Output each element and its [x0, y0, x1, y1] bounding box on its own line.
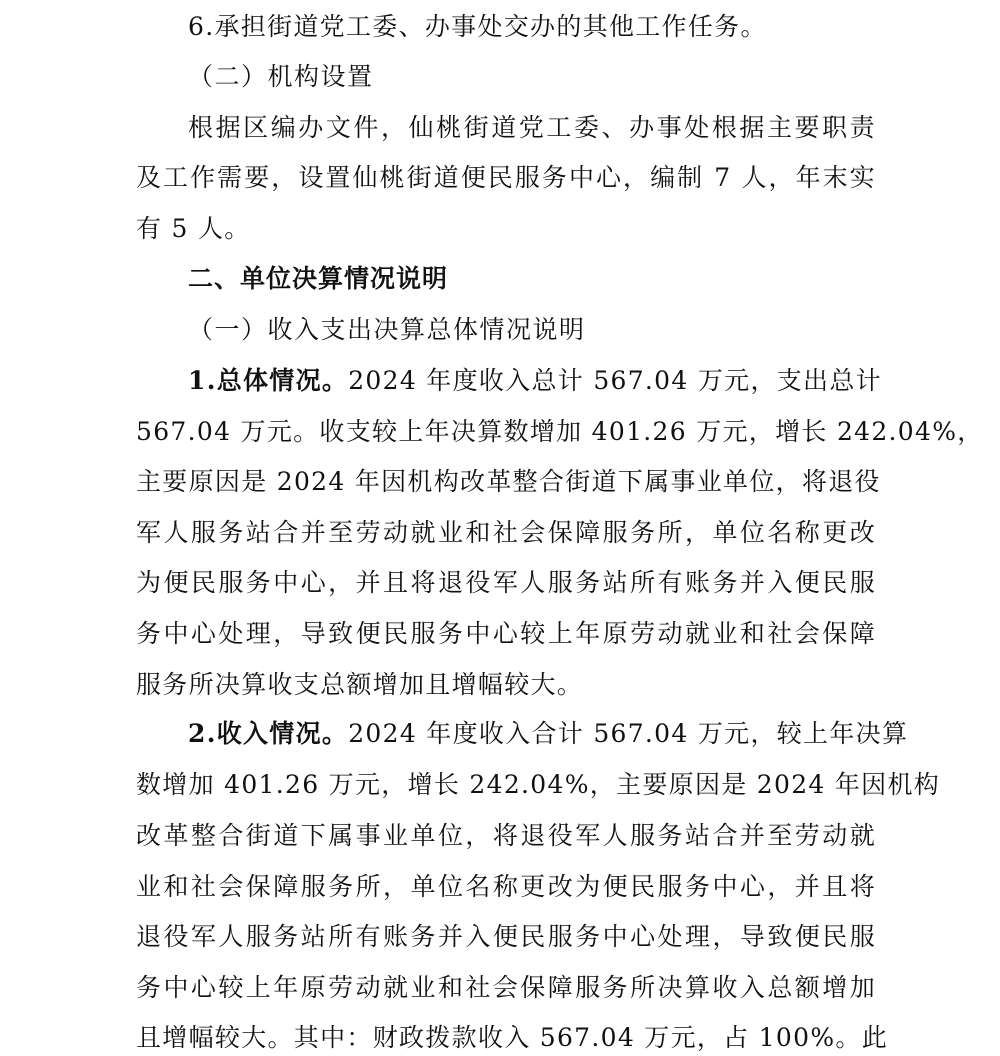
- paragraph-line: 退役军人服务站所有账务并入便民服务中心处理，导致便民服: [136, 922, 876, 951]
- paragraph-line: 567.04 万元。收支较上年决算数增加 401.26 万元，增长 242.04%，: [136, 417, 984, 446]
- paragraph-line: 数增加 401.26 万元，增长 242.04%，主要原因是 2024 年因机构: [136, 770, 941, 799]
- paragraph-line: 为便民服务中心，并且将退役军人服务站所有账务并入便民服: [136, 568, 876, 597]
- section-heading: 二、单位决算情况说明: [188, 264, 449, 293]
- paragraph-line: 及工作需要，设置仙桃街道便民服务中心，编制 7 人，年末实: [136, 163, 876, 192]
- paragraph-line: 有 5 人。: [136, 214, 251, 243]
- paragraph-text: 2024 年度收入合计 567.04 万元，较上年决算: [348, 719, 909, 748]
- paragraph-lead: 1.总体情况。: [188, 366, 349, 395]
- section-subheading: （一）收入支出决算总体情况说明: [188, 315, 586, 344]
- paragraph-line: [188, 366, 882, 396]
- paragraph-lead: 2.收入情况。: [188, 719, 349, 748]
- paragraph-line: 根据区编办文件，仙桃街道党工委、办事处根据主要职责: [188, 113, 876, 142]
- paragraph-line: [188, 719, 909, 749]
- paragraph-line: 业和社会保障服务所，单位名称更改为便民服务中心，并且将: [136, 872, 876, 901]
- paragraph-line: 军人服务站合并至劳动就业和社会保障服务所，单位名称更改: [136, 518, 876, 547]
- paragraph-line: 务中心处理，导致便民服务中心较上年原劳动就业和社会保障: [136, 619, 876, 648]
- paragraph-line: 且增幅较大。其中：财政拨款收入 567.04 万元，占 100%。此: [136, 1023, 888, 1052]
- paragraph-line: 改革整合街道下属事业单位，将退役军人服务站合并至劳动就: [136, 821, 876, 850]
- paragraph-line: 服务所决算收支总额增加且增幅较大。: [136, 670, 584, 699]
- paragraph-line: 6.承担街道党工委、办事处交办的其他工作任务。: [188, 12, 767, 41]
- paragraph-line: 主要原因是 2024 年因机构改革整合街道下属事业单位，将退役: [136, 467, 881, 496]
- paragraph-line: 务中心较上年原劳动就业和社会保障服务所决算收入总额增加: [136, 973, 876, 1002]
- section-subheading: （二）机构设置: [188, 62, 374, 91]
- paragraph-text: 2024 年度收入总计 567.04 万元，支出总计: [348, 366, 882, 395]
